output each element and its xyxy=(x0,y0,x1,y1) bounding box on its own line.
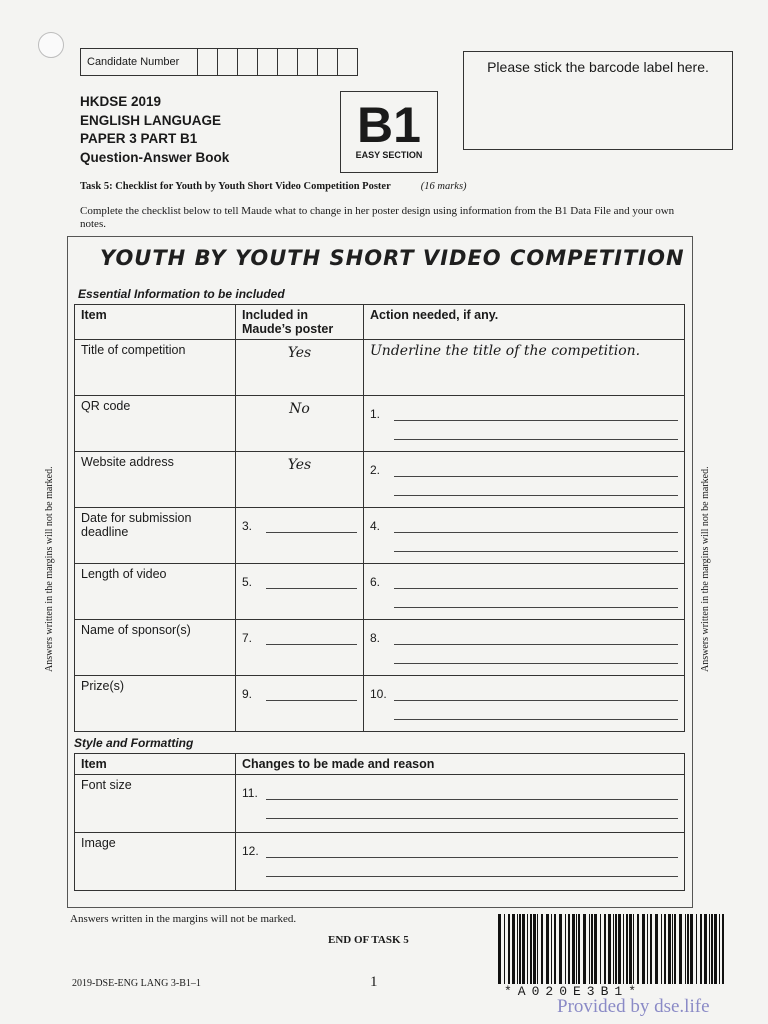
item-cell: Prize(s) xyxy=(75,676,236,732)
task-instruction: Complete the checklist below to tell Maude what to change in her poster design using information from the B1 Data File and your own notes. xyxy=(80,205,675,230)
handwritten-answer: Yes xyxy=(287,457,312,473)
answer-line[interactable] xyxy=(394,578,678,589)
candidate-number-label: Candidate Number xyxy=(81,49,198,75)
action-cell[interactable] xyxy=(364,564,685,620)
changes-cell[interactable] xyxy=(236,833,685,891)
paper-code: 2019-DSE-ENG LANG 3-B1–1 xyxy=(72,978,201,989)
action-cell[interactable] xyxy=(364,396,685,452)
question-number: 6. xyxy=(370,575,381,589)
candidate-digit-cell[interactable] xyxy=(338,49,357,75)
essential-info-table xyxy=(74,304,685,732)
answer-line[interactable] xyxy=(394,477,678,496)
question-number: 2. xyxy=(370,463,381,477)
side-margin-note-left: Answers written in the margins will not be marked. xyxy=(44,466,55,672)
question-number: 10. xyxy=(370,687,387,701)
item-cell: Date for submission deadline xyxy=(75,508,236,564)
poster-title: YOUTH BY YOUTH SHORT VIDEO COMPETITION xyxy=(100,246,685,270)
action-cell[interactable] xyxy=(364,676,685,732)
table-row xyxy=(75,833,685,891)
item-cell: Font size xyxy=(75,775,236,833)
paper-title-line: ENGLISH LANGUAGE xyxy=(80,112,222,128)
answer-line[interactable] xyxy=(394,690,678,701)
changes-cell[interactable] xyxy=(236,775,685,833)
handwritten-answer: No xyxy=(289,401,310,417)
column-header: Item xyxy=(75,754,236,775)
question-number: 9. xyxy=(242,687,253,701)
essential-section-heading: Essential Information to be included xyxy=(78,287,285,301)
candidate-digit-cell[interactable] xyxy=(218,49,238,75)
page-number: 1 xyxy=(370,974,378,990)
item-cell: QR code xyxy=(75,396,236,452)
answer-line[interactable] xyxy=(394,634,678,645)
paper-title-block xyxy=(80,93,229,167)
included-cell[interactable] xyxy=(236,340,364,396)
candidate-digit-cell[interactable] xyxy=(298,49,318,75)
task-title: Task 5: Checklist for Youth by Youth Short Video Competition Poster xyxy=(80,181,391,192)
task-marks: (16 marks) xyxy=(420,181,467,192)
handwritten-answer: Underline the title of the competition. xyxy=(370,343,641,359)
table-row xyxy=(75,396,685,452)
included-cell[interactable] xyxy=(236,620,364,676)
barcode-instruction: Please stick the barcode label here. xyxy=(487,59,709,75)
answer-line[interactable] xyxy=(394,533,678,552)
paper-title-line: Question-Answer Book xyxy=(80,149,230,165)
question-number: 4. xyxy=(370,519,381,533)
answer-line[interactable] xyxy=(394,410,678,421)
answer-line[interactable] xyxy=(394,701,678,720)
section-code: B1 xyxy=(357,97,421,153)
item-cell: Image xyxy=(75,833,236,891)
question-number: 12. xyxy=(242,844,259,858)
answer-line[interactable] xyxy=(266,847,678,858)
watermark: Provided by dse.life xyxy=(557,996,710,1017)
included-cell[interactable] xyxy=(236,508,364,564)
answer-line[interactable] xyxy=(266,578,357,589)
margin-warning: Answers written in the margins will not be marked. xyxy=(70,913,297,925)
barcode-label-box xyxy=(463,51,733,150)
question-number: 3. xyxy=(242,519,253,533)
candidate-digit-cell[interactable] xyxy=(258,49,278,75)
column-header: Action needed, if any. xyxy=(364,305,685,340)
table-row xyxy=(75,676,685,732)
candidate-number-box[interactable] xyxy=(80,48,358,76)
action-cell[interactable] xyxy=(364,452,685,508)
table-row xyxy=(75,564,685,620)
answer-line[interactable] xyxy=(266,858,678,877)
question-number: 11. xyxy=(242,786,258,800)
included-cell[interactable] xyxy=(236,452,364,508)
barcode-image xyxy=(498,914,726,984)
candidate-digit-cell[interactable] xyxy=(278,49,298,75)
answer-line[interactable] xyxy=(394,589,678,608)
included-cell[interactable] xyxy=(236,396,364,452)
column-header: Included in Maude’s poster xyxy=(236,305,364,340)
section-badge xyxy=(340,91,438,173)
question-number: 5. xyxy=(242,575,253,589)
question-number: 1. xyxy=(370,407,381,421)
column-header: Changes to be made and reason xyxy=(236,754,685,775)
section-name: EASY SECTION xyxy=(355,150,423,160)
table-row xyxy=(75,340,685,396)
answer-line[interactable] xyxy=(394,645,678,664)
item-cell: Name of sponsor(s) xyxy=(75,620,236,676)
end-of-task: END OF TASK 5 xyxy=(328,934,409,946)
column-header: Item xyxy=(75,305,236,340)
task-heading xyxy=(80,181,467,192)
action-cell[interactable] xyxy=(364,620,685,676)
item-cell: Title of competition xyxy=(75,340,236,396)
answer-line[interactable] xyxy=(266,800,678,819)
included-cell[interactable] xyxy=(236,564,364,620)
answer-line[interactable] xyxy=(394,421,678,440)
table-row xyxy=(75,508,685,564)
punch-hole xyxy=(38,32,64,58)
style-section-heading: Style and Formatting xyxy=(74,736,194,750)
included-cell[interactable] xyxy=(236,676,364,732)
paper-title-line: PAPER 3 PART B1 xyxy=(80,131,198,146)
item-cell: Length of video xyxy=(75,564,236,620)
table-row xyxy=(75,775,685,833)
action-cell[interactable] xyxy=(364,508,685,564)
action-cell[interactable] xyxy=(364,340,685,396)
table-row xyxy=(75,452,685,508)
style-formatting-table xyxy=(74,753,685,891)
item-cell: Website address xyxy=(75,452,236,508)
answer-line[interactable] xyxy=(266,789,678,800)
answer-line[interactable] xyxy=(266,522,357,533)
table-row xyxy=(75,620,685,676)
candidate-digit-cell[interactable] xyxy=(318,49,338,75)
answer-line[interactable] xyxy=(394,466,678,477)
question-number: 8. xyxy=(370,631,381,645)
side-margin-note-right: Answers written in the margins will not be marked. xyxy=(700,466,711,672)
paper-title-line: HKDSE 2019 xyxy=(80,94,162,109)
question-number: 7. xyxy=(242,631,253,645)
barcode-text: *A020E3B1* xyxy=(504,984,643,999)
answer-line[interactable] xyxy=(266,690,357,701)
handwritten-answer: Yes xyxy=(287,345,312,361)
candidate-digit-cell[interactable] xyxy=(198,49,218,75)
answer-line[interactable] xyxy=(266,634,357,645)
answer-line[interactable] xyxy=(394,522,678,533)
candidate-digit-cell[interactable] xyxy=(238,49,258,75)
